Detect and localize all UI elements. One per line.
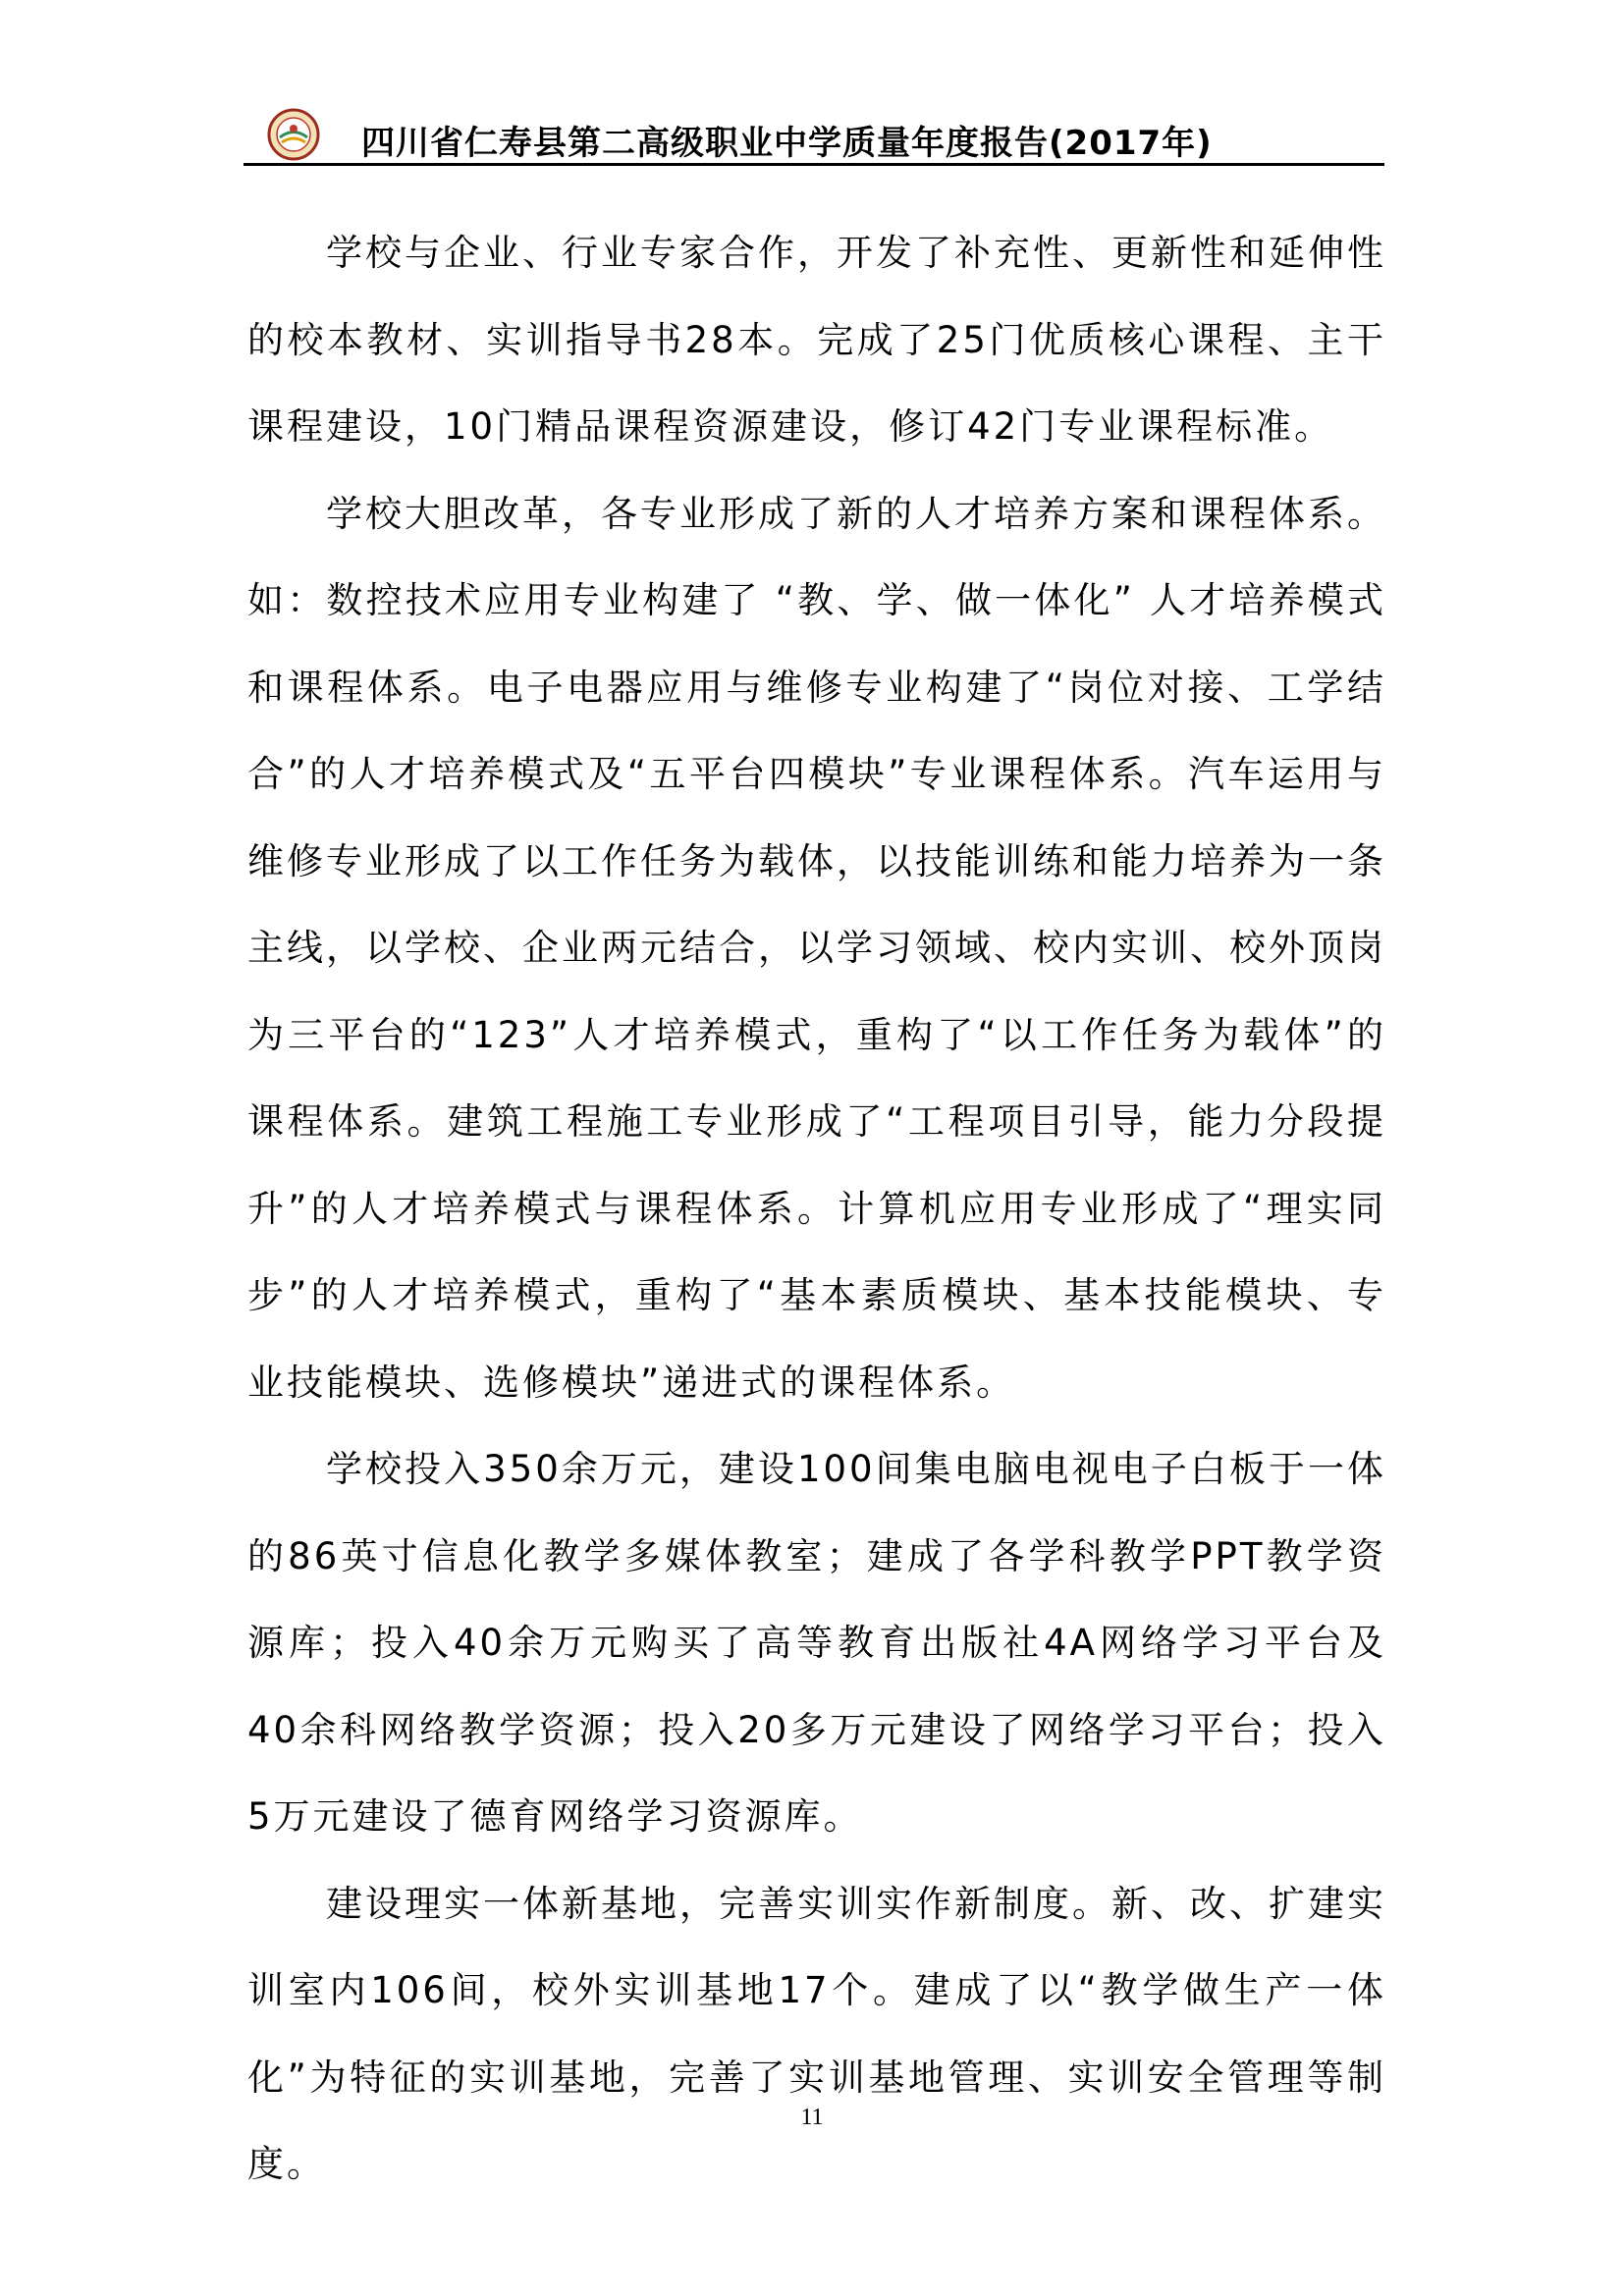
report-body	[247, 210, 1386, 2209]
header-title: 四川省仁寿县第二高级职业中学质量年度报告(2017年)	[361, 124, 1213, 163]
paragraph-textbooks: 学校与企业、行业专家合作，开发了补充性、更新性和延伸性的校本教材、实训指导书28本。完成了25门优质核心课程、主干课程建设，10门精品课程资源建设，修订42门专业课程标准。	[247, 232, 1386, 448]
school-emblem-icon	[267, 108, 320, 161]
page-header	[244, 106, 1384, 166]
paragraph-training-base: 建设理实一体新基地，完善实训实作新制度。新、改、扩建实训室内106间，校外实训基地17个。建成了以“教学做生产一体化”为特征的实训基地，完善了实训基地管理、实训安全管理等制度。	[247, 1882, 1386, 2185]
page-number: 11	[800, 2105, 824, 2130]
paragraph-informatization: 学校投入350余万元，建设100间集电脑电视电子白板于一体的86英寸信息化教学多媒体教室；建成了各学科教学PPT教学资源库；投入40余万元购买了高等教育出版社4A网络学习平台及40余科网络教学资源；投入20多万元建设了网络学习平台；投入5万元建设了德育网络学习资源库。	[247, 1448, 1386, 1838]
paragraph-curriculum-reform: 学校大胆改革，各专业形成了新的人才培养方案和课程体系。如：数控技术应用专业构建了 “教、学、做一体化” 人才培养模式和课程体系。电子电器应用与维修专业构建了“岗位对接、工学结合”的人才培养模式及“五平台四模块”专业课程体系。汽车运用与维修专业形成了以工作任务为载体，以技能训练和能力培养为一条主线，以学校、企业两元结合，以学习领域、校内实训、校外顶岗为三平台的“123”人才培养模式，重构了“以工作任务为载体”的课程体系。建筑工程施工专业形成了“工程项目引导，能力分段提升”的人才培养模式与课程体系。计算机应用专业形成了“理实同步”的人才培养模式，重构了“基本素质模块、基本技能模块、专业技能模块、选修模块”递进式的课程体系。	[247, 492, 1386, 1404]
